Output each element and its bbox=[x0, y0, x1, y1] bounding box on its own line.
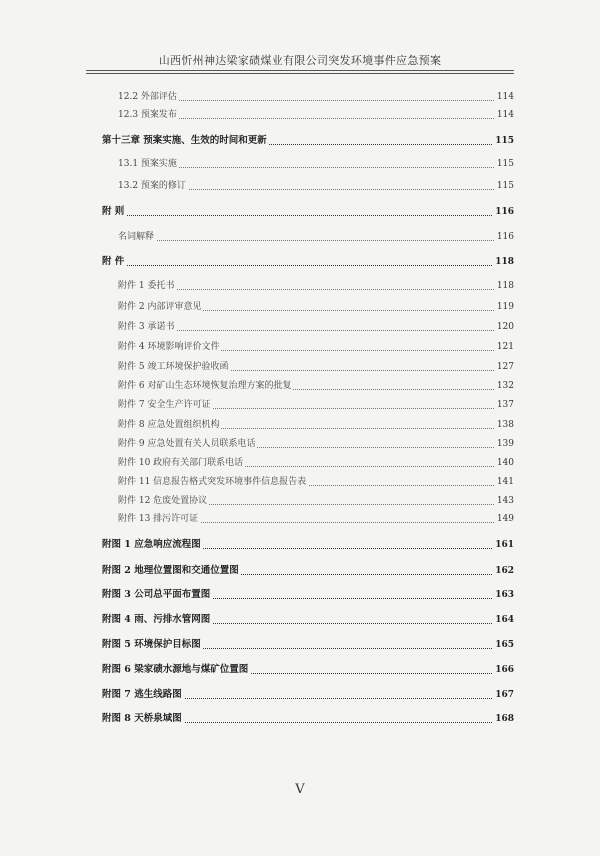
toc-entry-page-number: 162 bbox=[495, 566, 514, 576]
toc-entry[interactable] bbox=[0, 379, 600, 393]
toc-dot-leader bbox=[102, 215, 500, 216]
toc-entry-page-number: 115 bbox=[495, 136, 514, 146]
toc-entry[interactable] bbox=[0, 456, 600, 470]
toc-heading-entry[interactable] bbox=[0, 613, 600, 627]
toc-entry[interactable] bbox=[0, 300, 600, 314]
toc-entry-page-number: 118 bbox=[495, 257, 514, 267]
toc-heading-entry[interactable] bbox=[0, 663, 600, 677]
toc-entry-label: 附件 5 竣工环境保护验收函 bbox=[118, 362, 229, 372]
toc-dot-leader bbox=[102, 265, 500, 266]
toc-entry-label: 第十三章 预案实施、生效的时间和更新 bbox=[102, 135, 267, 146]
toc-entry-label: 附 件 bbox=[102, 256, 125, 267]
toc-entry-label: 附件 7 安全生产许可证 bbox=[118, 400, 211, 410]
toc-entry-label: 附图 8 天桥泉域图 bbox=[102, 713, 182, 724]
toc-heading-entry[interactable] bbox=[0, 538, 600, 552]
toc-heading-entry[interactable] bbox=[0, 712, 600, 726]
toc-entry-page-number: 168 bbox=[495, 714, 514, 724]
toc-entry-label: 13.1 预案实施 bbox=[118, 159, 177, 169]
toc-entry-page-number: 114 bbox=[496, 110, 514, 120]
toc-entry-label: 附图 3 公司总平面布置图 bbox=[102, 589, 211, 600]
toc-entry[interactable] bbox=[0, 279, 600, 293]
toc-entry-page-number: 115 bbox=[496, 181, 514, 191]
toc-entry-label: 附件 2 内部评审意见 bbox=[118, 302, 202, 312]
toc-dot-leader bbox=[118, 240, 500, 241]
toc-entry[interactable] bbox=[0, 360, 600, 374]
toc-entry-page-number: 164 bbox=[495, 615, 514, 625]
toc-entry-label: 12.2 外部评估 bbox=[118, 92, 177, 102]
toc-heading-entry[interactable] bbox=[0, 588, 600, 602]
toc-entry-label: 附件 4 环境影响评价文件 bbox=[118, 342, 220, 352]
toc-heading-entry[interactable] bbox=[0, 564, 600, 578]
toc-entry-page-number: 140 bbox=[496, 458, 514, 468]
toc-entry-page-number: 137 bbox=[496, 400, 514, 410]
toc-entry-label: 名词解释 bbox=[118, 232, 155, 242]
page-number: V bbox=[295, 782, 305, 797]
toc-entry[interactable] bbox=[0, 179, 600, 193]
toc-entry-label: 附件 12 危废处置协议 bbox=[118, 496, 208, 506]
toc-entry-label: 附件 9 应急处置有关人员联系电话 bbox=[118, 439, 256, 449]
toc-entry-label: 附件 1 委托书 bbox=[118, 281, 175, 291]
toc-entry-page-number: 167 bbox=[495, 690, 514, 700]
toc-entry-page-number: 143 bbox=[496, 496, 514, 506]
toc-entry[interactable] bbox=[0, 320, 600, 334]
toc-entry-label: 13.2 预案的修订 bbox=[118, 181, 186, 191]
toc-entry-label: 附图 7 逃生线路图 bbox=[102, 689, 182, 700]
toc-entry[interactable] bbox=[0, 230, 600, 244]
toc-entry[interactable] bbox=[0, 437, 600, 451]
toc-entry[interactable] bbox=[0, 494, 600, 508]
toc-entry-page-number: 114 bbox=[496, 92, 514, 102]
toc-entry-label: 附件 11 信息报告格式突发环境事件信息报告表 bbox=[118, 477, 307, 487]
toc-entry[interactable] bbox=[0, 108, 600, 122]
toc-entry-page-number: 139 bbox=[496, 439, 514, 449]
toc-entry[interactable] bbox=[0, 512, 600, 526]
toc-entry-page-number: 120 bbox=[496, 322, 514, 332]
toc-entry-label: 附 则 bbox=[102, 206, 125, 217]
toc-entry[interactable] bbox=[0, 418, 600, 432]
toc-entry[interactable] bbox=[0, 157, 600, 171]
toc-entry-label: 附件 8 应急处置组织机构 bbox=[118, 420, 220, 430]
toc-entry-page-number: 138 bbox=[496, 420, 514, 430]
toc-entry-page-number: 166 bbox=[495, 665, 514, 675]
toc-heading-entry[interactable] bbox=[0, 205, 600, 219]
toc-entry-label: 附图 6 梁家碛水源地与煤矿位置图 bbox=[102, 664, 249, 675]
toc-entry-page-number: 149 bbox=[496, 514, 514, 524]
toc-entry[interactable] bbox=[0, 90, 600, 104]
toc-entry-page-number: 141 bbox=[496, 477, 514, 487]
toc-entry-page-number: 116 bbox=[496, 232, 514, 242]
toc-entry-page-number: 163 bbox=[495, 590, 514, 600]
toc-entry-page-number: 119 bbox=[496, 302, 514, 312]
toc-entry-label: 附图 1 应急响应流程图 bbox=[102, 539, 201, 550]
toc-entry-page-number: 116 bbox=[495, 207, 514, 217]
toc-entry-label: 附图 2 地理位置图和交通位置图 bbox=[102, 565, 239, 576]
toc-heading-entry[interactable] bbox=[0, 255, 600, 269]
toc-entry-page-number: 115 bbox=[496, 159, 514, 169]
toc-entry[interactable] bbox=[0, 475, 600, 489]
toc-entry-label: 附图 4 雨、污排水管网图 bbox=[102, 614, 211, 625]
toc-entry-page-number: 118 bbox=[496, 281, 514, 291]
toc-entry-label: 附件 13 排污许可证 bbox=[118, 514, 199, 524]
toc-heading-entry[interactable] bbox=[0, 638, 600, 652]
toc-entry-page-number: 121 bbox=[496, 342, 514, 352]
toc-entry[interactable] bbox=[0, 340, 600, 354]
toc-entry-page-number: 161 bbox=[495, 540, 514, 550]
toc-entry[interactable] bbox=[0, 398, 600, 412]
toc-entry-label: 附件 10 政府有关部门联系电话 bbox=[118, 458, 244, 468]
toc-entry-page-number: 127 bbox=[496, 362, 514, 372]
toc-entry-label: 附图 5 环境保护目标图 bbox=[102, 639, 201, 650]
toc-heading-entry[interactable] bbox=[0, 688, 600, 702]
running-header-title: 山西忻州神达梁家碛煤业有限公司突发环境事件应急预案 bbox=[158, 54, 442, 67]
toc-entry-page-number: 165 bbox=[495, 640, 514, 650]
toc-entry-page-number: 132 bbox=[496, 381, 514, 391]
toc-heading-entry[interactable] bbox=[0, 134, 600, 148]
toc-entry-label: 12.3 预案发布 bbox=[118, 110, 177, 120]
toc-entry-label: 附件 3 承诺书 bbox=[118, 322, 175, 332]
toc-entry-label: 附件 6 对矿山生态环境恢复治理方案的批复 bbox=[118, 381, 292, 391]
